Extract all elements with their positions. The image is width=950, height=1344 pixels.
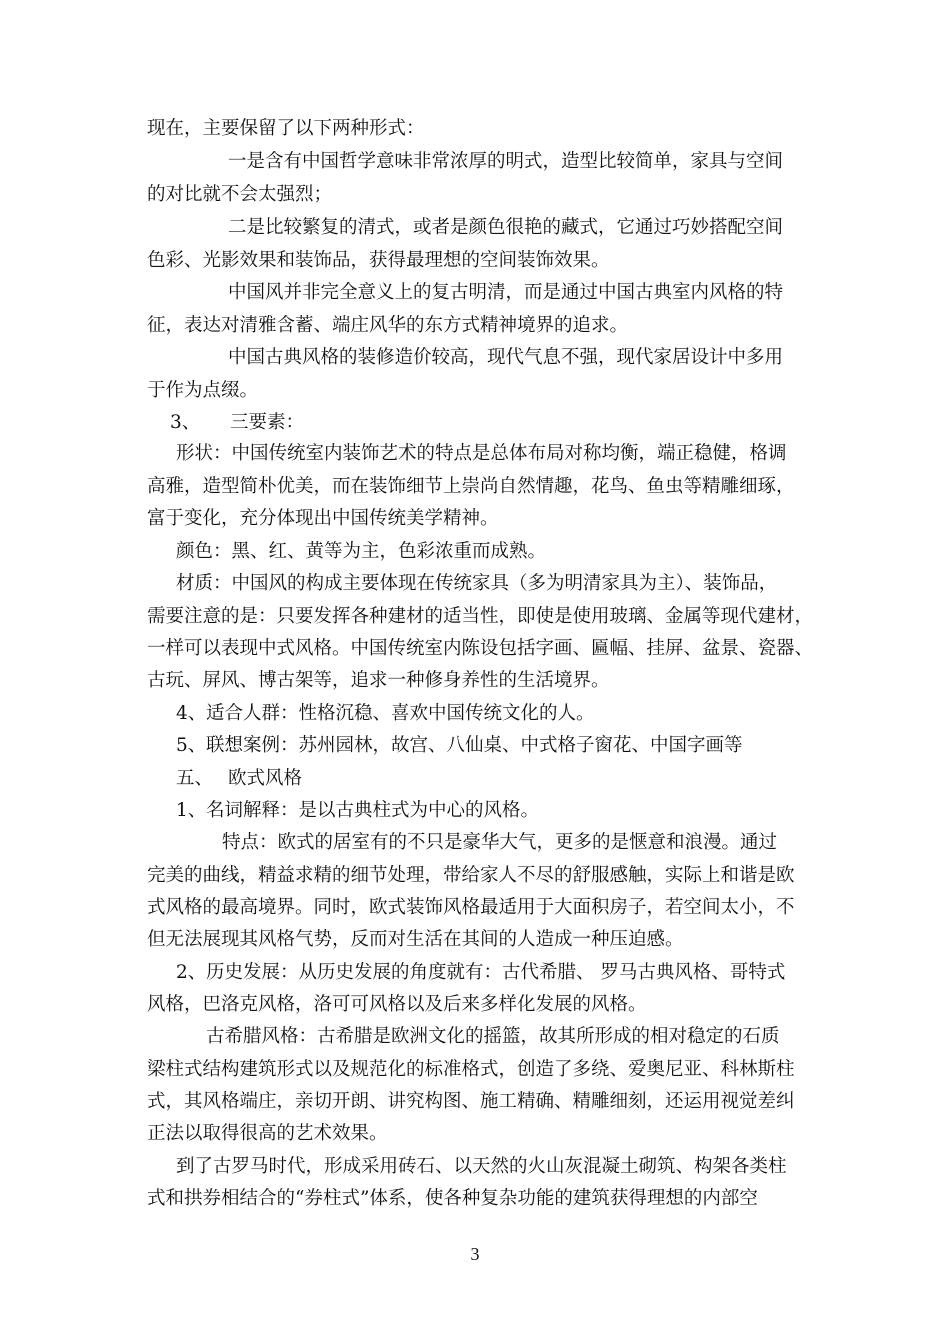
text-line: 中国风并非完全意义上的复古明清，而是通过中国古典室内风格的特 bbox=[228, 282, 784, 303]
list-marker: 2、 bbox=[176, 962, 207, 983]
page-number: 3 bbox=[470, 1244, 480, 1264]
text-line: 一是含有中国哲学意味非常浓厚的明式，造型比较简单，家具与空间 bbox=[228, 151, 784, 172]
text-line: 二是比较繁复的清式，或者是颜色很艳的藏式，它通过巧妙搭配空间 bbox=[228, 217, 784, 238]
text-line: 正法以取得很高的艺术效果。 bbox=[147, 1123, 388, 1144]
text-line: 历史发展：从历史发展的角度就有：古代希腊、 罗马古典风格、哥特式 bbox=[206, 962, 786, 983]
text-line: 古希腊风格：古希腊是欧洲文化的摇篮，故其所形成的相对稳定的石质 bbox=[206, 1026, 780, 1047]
text-line: 但无法展现其风格气势，反而对生活在其间的人造成一种压迫感。 bbox=[147, 929, 684, 950]
list-marker: 4、 bbox=[176, 703, 207, 724]
text-line: 于作为点缀。 bbox=[147, 380, 259, 401]
section-heading: 欧式风格 bbox=[228, 768, 303, 789]
list-marker: 5、 bbox=[176, 735, 207, 756]
text-line: 的对比就不会太强烈； bbox=[147, 184, 333, 205]
list-marker: 3、 bbox=[170, 412, 201, 433]
text-line: 式风格的最高境界。同时，欧式装饰风格最适用于大面积房子，若空间太小，不 bbox=[147, 897, 795, 918]
text-line: 古玩、屏风、博古架等，追求一种修身养性的生活境界。 bbox=[147, 670, 610, 691]
text-line: 完美的曲线，精益求精的细节处理，带给家人不尽的舒服感触，实际上和谐是欧 bbox=[147, 865, 795, 886]
text-line: 风格，巴洛克风格，洛可可风格以及后来多样化发展的风格。 bbox=[147, 994, 647, 1015]
section-heading: 三要素： bbox=[230, 412, 305, 433]
text-line: 式，其风格端庄，亲切开朗、讲究构图、施工精确、精雕细刻，还运用视觉差纠 bbox=[147, 1091, 795, 1112]
list-marker: 五、 bbox=[176, 768, 214, 789]
text-line: 征，表达对清雅含蓄、端庄风华的东方式精神境界的追求。 bbox=[147, 315, 629, 336]
text-line: 现在，主要保留了以下两种形式： bbox=[147, 118, 425, 139]
text-line: 材质：中国风的构成主要体现在传统家具（多为明清家具为主）、装饰品， bbox=[176, 573, 778, 594]
text-line: 形状：中国传统室内装饰艺术的特点是总体布局对称均衡，端正稳健，格调 bbox=[176, 443, 787, 464]
text-line: 适合人群：性格沉稳、喜欢中国传统文化的人。 bbox=[206, 703, 595, 724]
text-line: 色彩、光影效果和装饰品，获得最理想的空间装饰效果。 bbox=[147, 250, 610, 271]
text-line: 梁柱式结构建筑形式以及规范化的标准格式，创造了多绕、爱奥尼亚、科林斯柱 bbox=[147, 1059, 795, 1080]
text-line: 特点：欧式的居室有的不只是豪华大气，更多的是惬意和浪漫。通过 bbox=[222, 832, 778, 853]
text-line: 式和拱券相结合的“券柱式”体系，使各种复杂功能的建筑获得理想的内部空 bbox=[147, 1188, 758, 1209]
text-line: 颜色：黑、红、黄等为主，色彩浓重而成熟。 bbox=[176, 541, 547, 562]
list-marker: 1、 bbox=[176, 800, 207, 821]
text-line: 一样可以表现中式风格。中国传统室内陈设包括字画、匾幅、挂屏、盆景、瓷器、 bbox=[147, 638, 814, 659]
text-line: 中国古典风格的装修造价较高，现代气息不强，现代家居设计中多用 bbox=[228, 347, 784, 368]
text-line: 到了古罗马时代，形成采用砖石、以天然的火山灰混凝土砌筑、构架各类柱 bbox=[176, 1156, 787, 1177]
text-line: 名词解释：是以古典柱式为中心的风格。 bbox=[206, 800, 540, 821]
text-line: 联想案例：苏州园林，故宫、八仙桌、中式格子窗花、中国字画等 bbox=[206, 735, 743, 756]
text-line: 高雅，造型简朴优美，而在装饰细节上崇尚自然情趣，花鸟、鱼虫等精雕细琢， bbox=[147, 476, 795, 497]
text-line: 需要注意的是：只要发挥各种建材的适当性，即使是使用玻璃、金属等现代建材， bbox=[147, 606, 814, 627]
text-line: 富于变化，充分体现出中国传统美学精神。 bbox=[147, 508, 499, 529]
